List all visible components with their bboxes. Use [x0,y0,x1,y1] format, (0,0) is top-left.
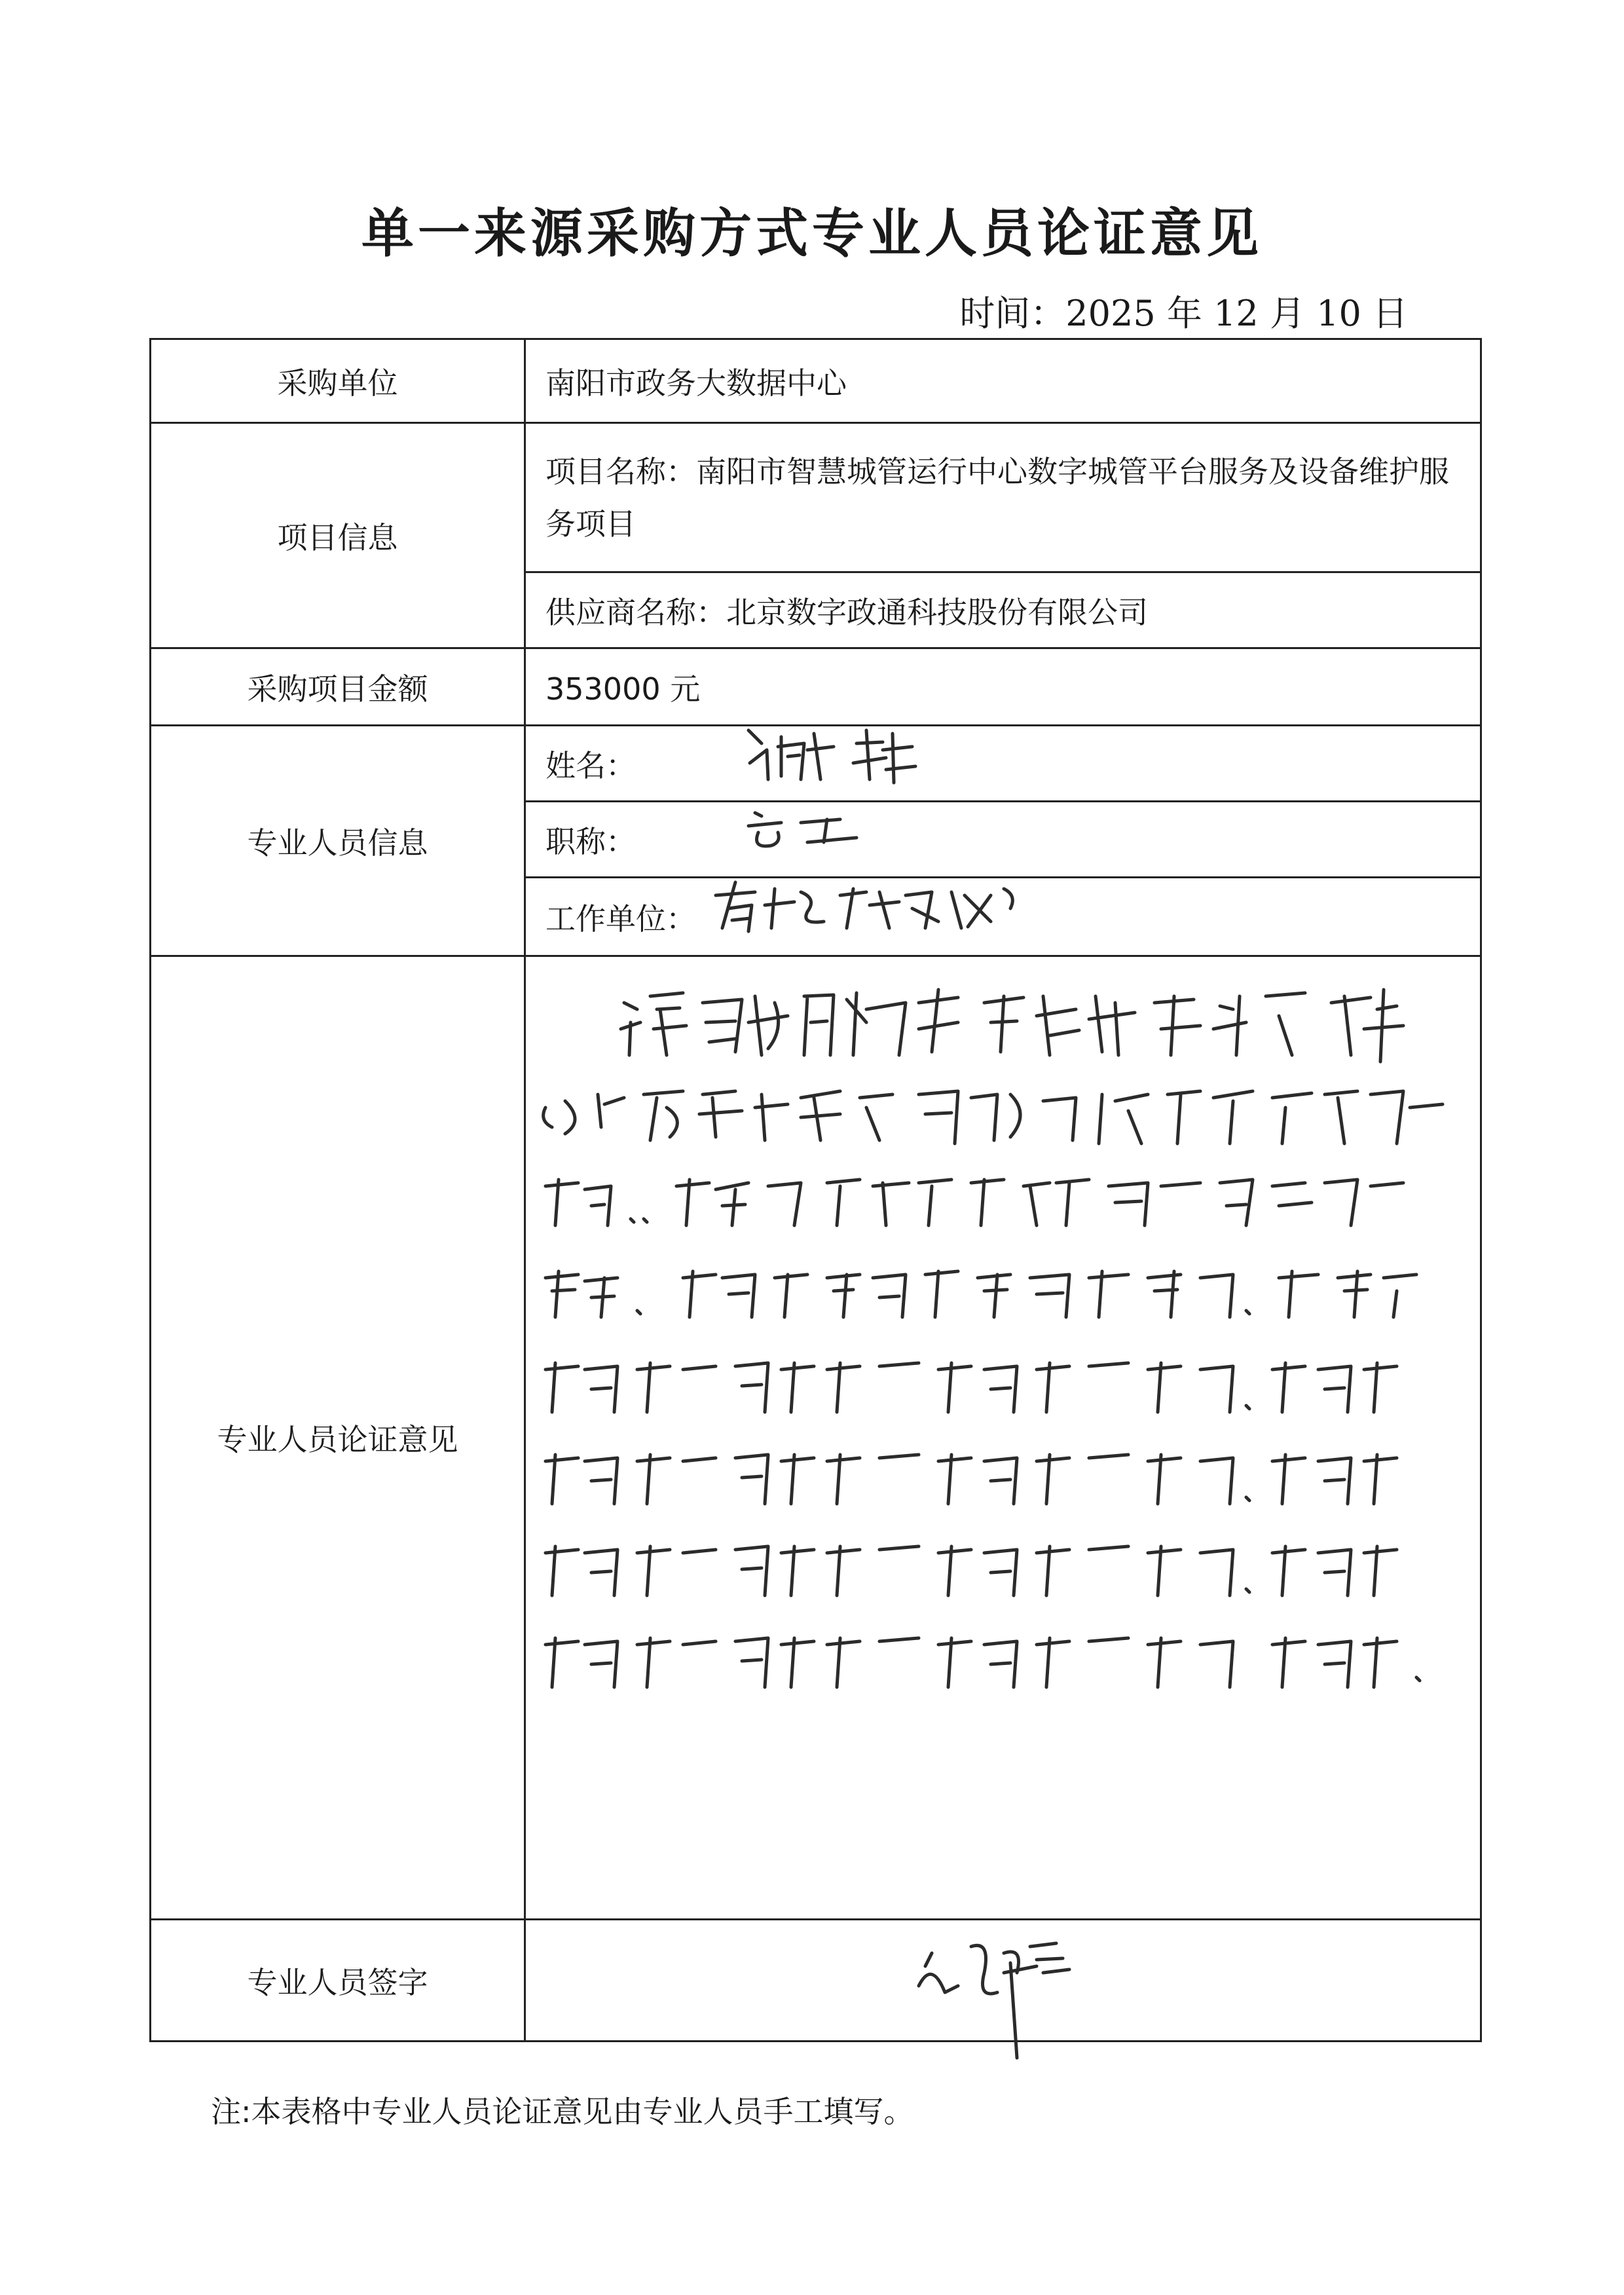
purchasing-unit-value: 南阳市政务大数据中心 [525,339,1481,423]
handwritten-opinion [526,957,1482,1918]
handwritten-title [742,793,886,859]
opinion-label: 专业人员论证意见 [151,956,525,1920]
date-line: 时间：2025 年 12 月 10 日 [959,293,1408,334]
handwritten-name [742,717,938,789]
expert-title-label: 职称： [545,823,636,859]
expert-name-cell [525,726,1481,802]
row-purchasing-unit [151,339,1481,423]
footnote: 注:本表格中专业人员论证意见由专业人员手工填写。 [211,2094,914,2129]
row-project-name [151,423,1481,572]
signature-label: 专业人员签字 [151,1920,525,2042]
expert-workplace-cell [525,878,1481,956]
project-name-cell [525,423,1481,572]
expert-name-label: 姓名： [545,747,636,783]
row-amount [151,648,1481,726]
row-signature [151,1920,1481,2042]
signature-cell [525,1920,1481,2042]
expert-workplace-label: 工作单位： [545,901,696,937]
expert-title-cell [525,802,1481,878]
page-title: 单一来源采购方式专业人员论证意见 [361,203,1263,264]
row-expert-name [151,726,1481,802]
form-table [149,338,1482,2042]
row-opinion [151,956,1481,1920]
supplier-name-cell: 供应商名称：北京数字政通科技股份有限公司 [525,572,1481,648]
expert-info-label: 专业人员信息 [151,726,525,956]
purchasing-unit-label: 采购单位 [151,339,525,423]
amount-label: 采购项目金额 [151,648,525,726]
handwritten-workplace [703,869,1043,941]
opinion-cell [525,956,1481,1920]
project-info-label: 项目信息 [151,423,525,648]
handwritten-signature [906,1901,1115,2064]
project-name-text: 项目名称：南阳市智慧城管运行中心数字城管平台服务及设备维护服务项目 [545,453,1449,542]
amount-value: 353000 元 [525,648,1481,726]
